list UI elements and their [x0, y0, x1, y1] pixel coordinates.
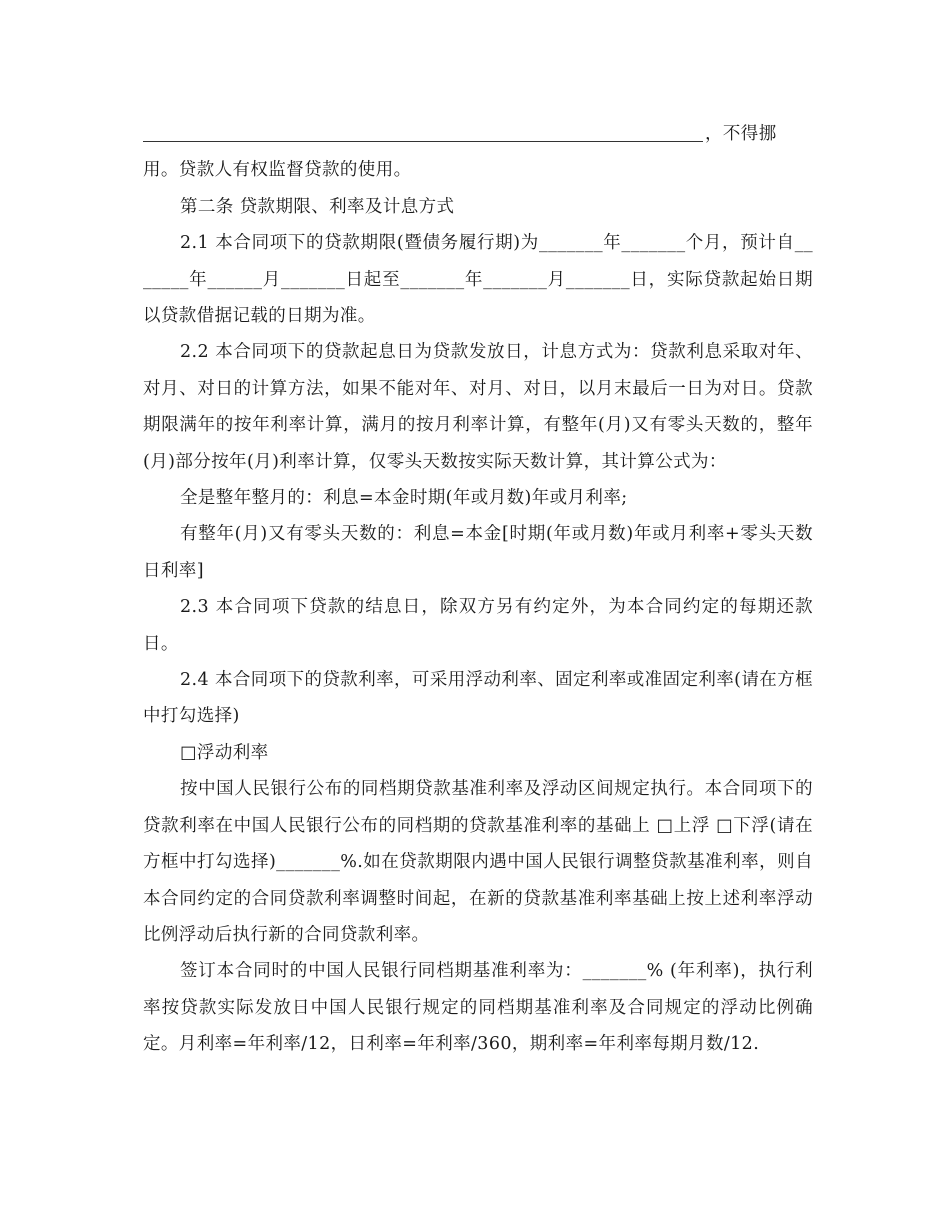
formula-partial-period: 有整年(月)又有零头天数的：利息=本金[时期(年或月数)年或月利率+零头天数日利率]	[143, 524, 813, 581]
article-heading: 第二条 贷款期限、利率及计息方式	[180, 196, 455, 217]
clause-2-3: 2.3 本合同项下贷款的结息日，除双方另有约定外，为本合同约定的每期还款日。	[143, 597, 813, 654]
signing-rate-paragraph: 签订本合同时的中国人民银行同档期基准利率为：_______% (年利率)，执行利率按贷款实际发放日中国人民银行规定的同档期基准利率及合同规定的浮动比例确定。月利率=年利率/12，日利率=年利率/360，期利率=年利率每期月数/12.	[143, 961, 813, 1055]
continued-line	[143, 116, 813, 152]
clause-2-1: 2.1 本合同项下的贷款期限(暨债务履行期)为_______年_______个月，预计自_______年______月_______日起至_______年_______月_______日，实际贷款起始日期以贷款借据记载的日期为准。	[143, 233, 813, 327]
continued-line-tail: ，不得挪	[705, 124, 777, 144]
clause-2-4: 2.4 本合同项下的贷款利率，可采用浮动利率、固定利率或准固定利率(请在方框中打勾选择)	[143, 670, 813, 727]
option-floating-rate: □浮动利率	[180, 742, 269, 763]
document-body	[143, 116, 813, 1063]
formula-full-period: 全是整年整月的：利息=本金时期(年或月数)年或月利率;	[180, 488, 628, 509]
fill-in-blank	[143, 141, 703, 142]
paragraph-usage: 用。贷款人有权监督贷款的使用。	[143, 160, 412, 181]
floating-rate-rule: 按中国人民银行公布的同档期贷款基准利率及浮动区间规定执行。本合同项下的贷款利率在中国人民银行公布的同档期的贷款基准利率的基础上 □上浮 □下浮(请在方框中打勾选择)_______%.如在贷款期限内遇中国人民银行调整贷款基准利率，则自本合同约定的合同贷款利率调整时间起，在新的贷款基准利率基础上按上述利率浮动比例浮动后执行新的合同贷款利率。	[143, 779, 813, 945]
clause-2-2: 2.2 本合同项下的贷款起息日为贷款发放日，计息方式为：贷款利息采取对年、对月、对日的计算方法，如果不能对年、对月、对日，以月末最后一日为对日。贷款期限满年的按年利率计算，满月的按月利率计算，有整年(月)又有零头天数的，整年(月)部分按年(月)利率计算，仅零头天数按实际天数计算，其计算公式为：	[143, 342, 813, 472]
